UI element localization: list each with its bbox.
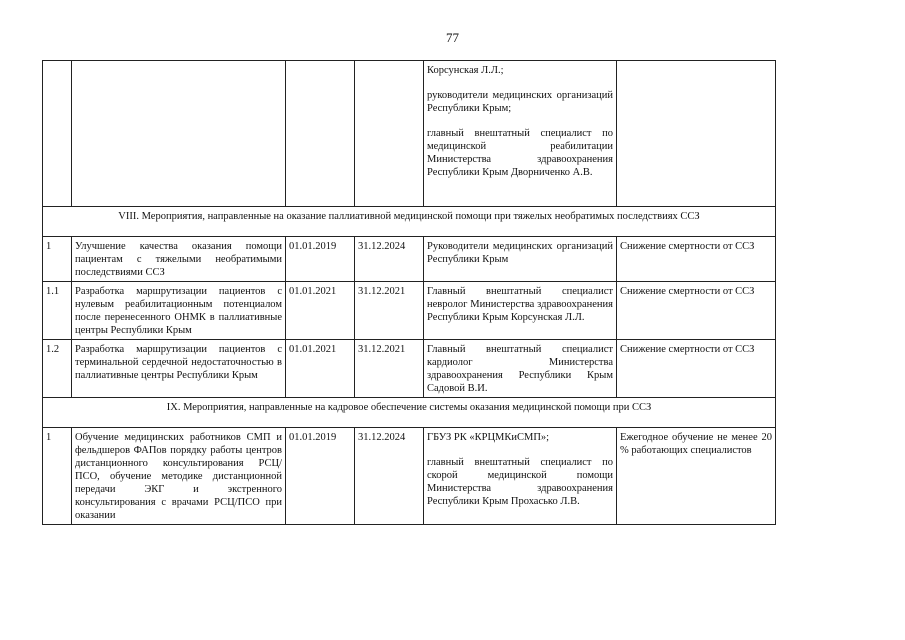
cell-result: Снижение смертности от ССЗ xyxy=(617,237,776,282)
responsible-text: Корсунская Л.Л.; xyxy=(427,65,504,76)
cell-num xyxy=(43,61,72,207)
table-row xyxy=(43,282,776,340)
table-row xyxy=(43,428,776,525)
table-row xyxy=(43,237,776,282)
section-title: IX. Мероприятия, направленные на кадровое обеспечение системы оказания медицинской помощи при ССЗ xyxy=(43,398,776,428)
cell-end: 31.12.2024 xyxy=(355,237,424,282)
cell-end: 31.12.2021 xyxy=(355,282,424,340)
cell-measure: Обучение медицинских работников СМП и фельдшеров ФАПов порядку работы центров дистанционного консультирования РСЦ/ПСО, обучение методике дистанционной передачи ЭКГ и экстренного консультирования с врачами РСЦ/ПСО при оказании xyxy=(72,428,286,525)
table-row xyxy=(43,340,776,398)
cell-result: Ежегодное обучение не менее 20 % работающих специалистов xyxy=(617,428,776,525)
cell-measure: Разработка маршрутизации пациентов с терминальной сердечной недостаточностью в паллиативные центры Республики Крым xyxy=(72,340,286,398)
cell-result: Снижение смертности от ССЗ xyxy=(617,282,776,340)
cell-responsible: Главный внештатный специалист невролог Министерства здравоохранения Республики Крым Корсунская Л.Л. xyxy=(424,282,617,340)
cell-num: 1 xyxy=(43,237,72,282)
section-title: VIII. Мероприятия, направленные на оказание паллиативной медицинской помощи при тяжелых необратимых последствиях ССЗ xyxy=(43,207,776,237)
responsible-text: руководители медицинских организаций Республики Крым; xyxy=(427,90,613,114)
cell-result: Снижение смертности от ССЗ xyxy=(617,340,776,398)
cell-num: 1.2 xyxy=(43,340,72,398)
measures-table xyxy=(42,60,776,525)
cell-end: 31.12.2021 xyxy=(355,340,424,398)
section-header-row xyxy=(43,398,776,428)
section-header-row xyxy=(43,207,776,237)
cell-responsible: Руководители медицинских организаций Республики Крым xyxy=(424,237,617,282)
cell-start xyxy=(286,61,355,207)
table-row xyxy=(43,61,776,207)
cell-measure xyxy=(72,61,286,207)
cell-num: 1.1 xyxy=(43,282,72,340)
cell-start: 01.01.2021 xyxy=(286,282,355,340)
page-number: 77 xyxy=(446,30,459,45)
cell-responsible: Главный внештатный специалист кардиолог Министерства здравоохранения Республики Крым Садовой В.И. xyxy=(424,340,617,398)
cell-num: 1 xyxy=(43,428,72,525)
cell-start: 01.01.2021 xyxy=(286,340,355,398)
cell-responsible xyxy=(424,428,617,525)
cell-start: 01.01.2019 xyxy=(286,428,355,525)
cell-end xyxy=(355,61,424,207)
cell-responsible xyxy=(424,61,617,207)
responsible-text: главный внештатный специалист по скорой медицинской помощи Министерства здравоохранения Республики Крым Прохасько Л.В. xyxy=(427,457,613,507)
responsible-text: ГБУЗ РК «КРЦМКиСМП»; xyxy=(427,432,550,443)
responsible-text: главный внештатный специалист по медицинской реабилитации Министерства здравоохранения Республики Крым Дворниченко А.В. xyxy=(427,128,613,178)
cell-end: 31.12.2024 xyxy=(355,428,424,525)
cell-start: 01.01.2019 xyxy=(286,237,355,282)
cell-result xyxy=(617,61,776,207)
cell-measure: Разработка маршрутизации пациентов с нулевым реабилитационным потенциалом после перенесенного ОНМК в паллиативные центры Республики Крым xyxy=(72,282,286,340)
cell-measure: Улучшение качества оказания помощи пациентам с тяжелыми необратимыми последствиями ССЗ xyxy=(72,237,286,282)
